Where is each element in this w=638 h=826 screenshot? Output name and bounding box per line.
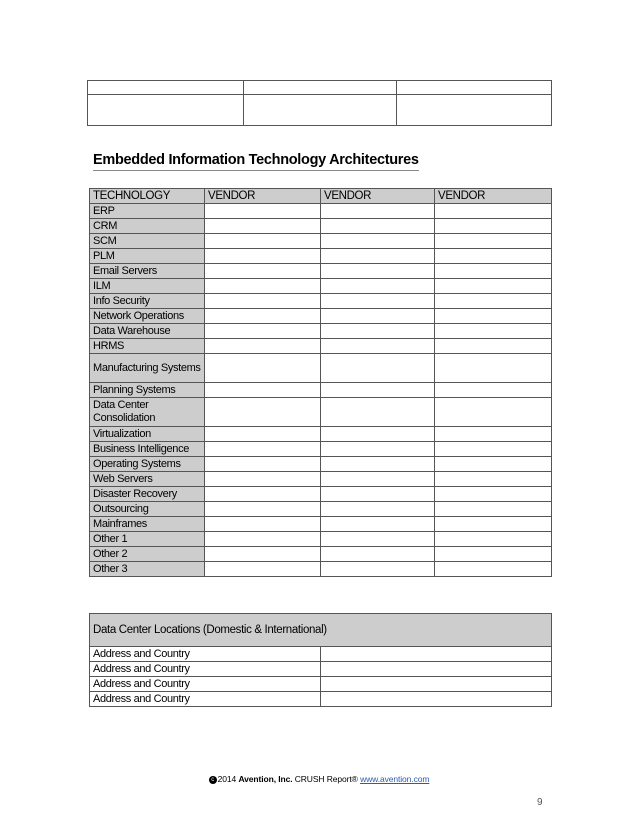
vendor-cell[interactable]: [205, 547, 321, 562]
table-header-row: [90, 614, 552, 647]
technology-label: Virtualization: [90, 427, 205, 442]
vendor-cell[interactable]: [321, 562, 435, 577]
footer-report: CRUSH Report®: [292, 774, 361, 784]
locations-header: Data Center Locations (Domestic & International): [90, 614, 552, 647]
vendor-cell[interactable]: [321, 339, 435, 354]
table-row: [88, 95, 552, 126]
vendor-cell[interactable]: [205, 532, 321, 547]
vendor-cell[interactable]: [321, 354, 435, 383]
vendor-cell[interactable]: [435, 398, 552, 427]
vendor-cell[interactable]: [205, 517, 321, 532]
footer: [0, 774, 638, 784]
vendor-cell[interactable]: [205, 354, 321, 383]
vendor-cell[interactable]: [435, 457, 552, 472]
vendor-cell[interactable]: [321, 517, 435, 532]
vendor-cell[interactable]: [321, 547, 435, 562]
technology-label: Email Servers: [90, 264, 205, 279]
vendor-cell[interactable]: [205, 249, 321, 264]
vendor-cell[interactable]: [205, 442, 321, 457]
vendor-cell[interactable]: [435, 487, 552, 502]
vendor-cell[interactable]: [321, 532, 435, 547]
technology-label: Info Security: [90, 294, 205, 309]
vendor-cell[interactable]: [205, 264, 321, 279]
technology-label: Other 2: [90, 547, 205, 562]
vendor-cell[interactable]: [321, 502, 435, 517]
technology-label: Mainframes: [90, 517, 205, 532]
vendor-cell[interactable]: [435, 219, 552, 234]
table-row: [90, 264, 552, 279]
address-value-cell[interactable]: [321, 662, 552, 677]
technology-label: Other 1: [90, 532, 205, 547]
technology-label: Manufacturing Systems: [90, 354, 205, 383]
vendor-cell[interactable]: [205, 562, 321, 577]
column-header-vendor: VENDOR: [435, 189, 552, 204]
vendor-cell[interactable]: [205, 204, 321, 219]
vendor-cell[interactable]: [321, 457, 435, 472]
vendor-cell[interactable]: [435, 442, 552, 457]
vendor-cell[interactable]: [205, 339, 321, 354]
vendor-cell[interactable]: [321, 204, 435, 219]
vendor-cell[interactable]: [321, 442, 435, 457]
column-header-technology: TECHNOLOGY: [90, 189, 205, 204]
table-row: [90, 398, 552, 427]
vendor-cell[interactable]: [435, 249, 552, 264]
address-value-cell[interactable]: [321, 692, 552, 707]
data-center-locations-table: [89, 613, 552, 707]
technology-label: HRMS: [90, 339, 205, 354]
vendor-cell[interactable]: [435, 324, 552, 339]
table-row: [90, 472, 552, 487]
table-row: [90, 547, 552, 562]
table-row: [90, 294, 552, 309]
technology-label: Web Servers: [90, 472, 205, 487]
technology-label: PLM: [90, 249, 205, 264]
table-row: [88, 81, 552, 95]
technology-label: Other 3: [90, 562, 205, 577]
table-row: [90, 383, 552, 398]
address-label: Address and Country: [90, 692, 321, 707]
vendor-cell[interactable]: [205, 457, 321, 472]
vendor-cell[interactable]: [435, 547, 552, 562]
table-row: [90, 487, 552, 502]
page-number: 9: [537, 797, 543, 808]
footer-link[interactable]: www.avention.com: [360, 774, 430, 784]
vendor-cell[interactable]: [321, 383, 435, 398]
table-cell: [397, 95, 552, 126]
table-row: [90, 662, 552, 677]
technology-label: Outsourcing: [90, 502, 205, 517]
vendor-cell[interactable]: [435, 264, 552, 279]
vendor-cell[interactable]: [321, 324, 435, 339]
column-header-vendor: VENDOR: [205, 189, 321, 204]
technology-label: Operating Systems: [90, 457, 205, 472]
vendor-cell[interactable]: [435, 339, 552, 354]
vendor-cell[interactable]: [435, 354, 552, 383]
vendor-cell[interactable]: [205, 427, 321, 442]
vendor-cell[interactable]: [435, 234, 552, 249]
address-label: Address and Country: [90, 647, 321, 662]
vendor-cell[interactable]: [321, 398, 435, 427]
address-value-cell[interactable]: [321, 647, 552, 662]
technology-label: ERP: [90, 204, 205, 219]
address-value-cell[interactable]: [321, 677, 552, 692]
vendor-cell[interactable]: [205, 398, 321, 427]
table-row: [90, 354, 552, 383]
vendor-cell[interactable]: [205, 472, 321, 487]
vendor-cell[interactable]: [321, 264, 435, 279]
footer-company: Avention, Inc.: [238, 774, 293, 784]
vendor-cell[interactable]: [205, 383, 321, 398]
vendor-cell[interactable]: [435, 309, 552, 324]
section-title: Embedded Information Technology Architectures: [93, 152, 419, 171]
vendor-cell[interactable]: [205, 502, 321, 517]
table-row: [90, 532, 552, 547]
vendor-cell[interactable]: [321, 249, 435, 264]
table-row: [90, 204, 552, 219]
technology-label: Planning Systems: [90, 383, 205, 398]
vendor-cell[interactable]: [321, 309, 435, 324]
technology-label: Disaster Recovery: [90, 487, 205, 502]
vendor-cell[interactable]: [205, 324, 321, 339]
vendor-cell[interactable]: [205, 309, 321, 324]
table-row: [90, 502, 552, 517]
technology-label: SCM: [90, 234, 205, 249]
technology-label: Business Intelligence: [90, 442, 205, 457]
technology-label: Data Center Consolidation: [90, 398, 205, 427]
table-row: [90, 647, 552, 662]
table-row: [90, 457, 552, 472]
vendor-cell[interactable]: [435, 502, 552, 517]
address-label: Address and Country: [90, 662, 321, 677]
table-row: [90, 219, 552, 234]
vendor-cell[interactable]: [435, 279, 552, 294]
vendor-cell[interactable]: [205, 234, 321, 249]
table-row: [90, 279, 552, 294]
copyright-icon: c: [209, 776, 217, 784]
vendor-cell[interactable]: [321, 487, 435, 502]
vendor-cell[interactable]: [205, 279, 321, 294]
top-table: [87, 80, 552, 126]
table-cell: [244, 95, 397, 126]
table-row: [90, 324, 552, 339]
table-row: [90, 677, 552, 692]
vendor-cell[interactable]: [321, 427, 435, 442]
vendor-cell[interactable]: [321, 219, 435, 234]
table-row: [90, 427, 552, 442]
column-header-vendor: VENDOR: [321, 189, 435, 204]
technology-label: ILM: [90, 279, 205, 294]
table-row: [90, 339, 552, 354]
vendor-cell[interactable]: [435, 204, 552, 219]
table-row: [90, 517, 552, 532]
table-row: [90, 442, 552, 457]
technology-label: Data Warehouse: [90, 324, 205, 339]
table-row: [90, 562, 552, 577]
vendor-cell[interactable]: [205, 219, 321, 234]
footer-year: 2014: [217, 774, 239, 784]
vendor-cell[interactable]: [435, 427, 552, 442]
table-row: [90, 234, 552, 249]
vendor-cell[interactable]: [435, 383, 552, 398]
vendor-cell[interactable]: [435, 532, 552, 547]
vendor-cell[interactable]: [321, 294, 435, 309]
technology-label: Network Operations: [90, 309, 205, 324]
vendor-cell[interactable]: [435, 294, 552, 309]
table-row: [90, 249, 552, 264]
vendor-cell[interactable]: [435, 472, 552, 487]
table-row: [90, 309, 552, 324]
address-label: Address and Country: [90, 677, 321, 692]
table-cell: [244, 81, 397, 95]
vendor-cell[interactable]: [205, 294, 321, 309]
table-cell: [88, 95, 244, 126]
table-row: [90, 692, 552, 707]
table-cell: [88, 81, 244, 95]
vendor-cell[interactable]: [205, 487, 321, 502]
technology-label: CRM: [90, 219, 205, 234]
vendor-cell[interactable]: [435, 517, 552, 532]
vendor-cell[interactable]: [435, 562, 552, 577]
vendor-cell[interactable]: [321, 279, 435, 294]
technology-table: [89, 188, 552, 577]
vendor-cell[interactable]: [321, 472, 435, 487]
vendor-cell[interactable]: [321, 234, 435, 249]
table-header-row: [90, 189, 552, 204]
table-cell: [397, 81, 552, 95]
